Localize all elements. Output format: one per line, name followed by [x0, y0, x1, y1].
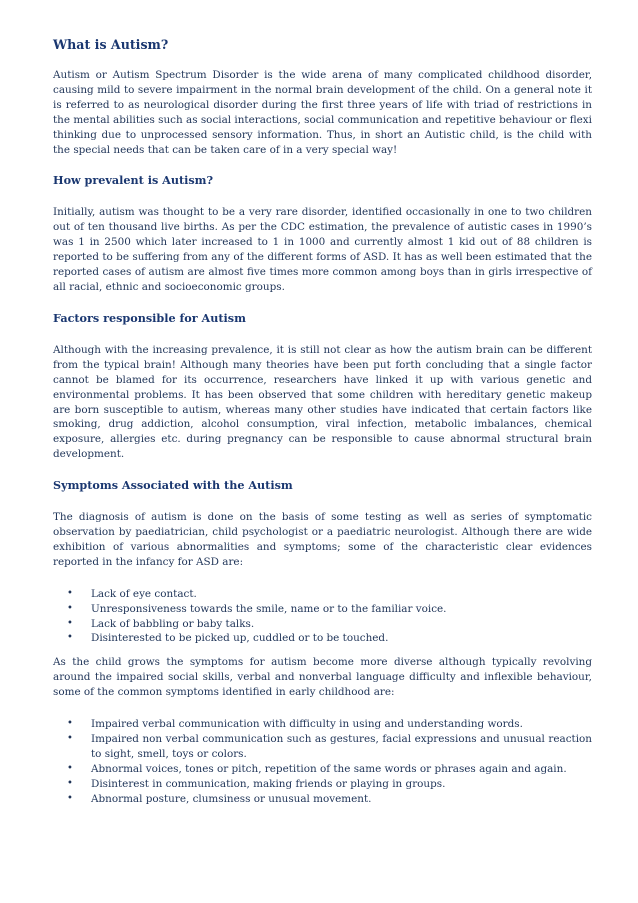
bullet-icon: •: [67, 762, 73, 774]
bullet-icon: •: [67, 718, 73, 730]
list-item: [53, 792, 592, 807]
childhood-symptom-list: [53, 717, 592, 806]
heading-factors: Factors responsible for Autism: [53, 310, 246, 325]
list-item: [53, 617, 592, 632]
list-item-text: Disinterested to be picked up, cuddled or to be touched.: [91, 632, 389, 645]
infancy-symptom-list: [53, 587, 592, 647]
bullet-icon: •: [67, 792, 73, 804]
list-item: [53, 732, 592, 762]
list-item-text: Lack of eye contact.: [91, 587, 197, 600]
bullet-icon: •: [67, 777, 73, 789]
paragraph-what-is-autism: Autism or Autism Spectrum Disorder is the wide arena of many complicated childhood disorder, causing mild to severe impairment in the normal brain development of the child. On a general note it is referred to as neurological disorder during the first three years of life with triad of restrictions in the mental abilities such as social interactions, social communication and repetitive behaviour or flexi thinking due to unprocessed sensory information. Thus, in short an Autistic child, is the child with the special needs that can be taken care of in a very special way!: [53, 69, 592, 156]
list-item-text: Abnormal voices, tones or pitch, repetition of the same words or phrases again and again.: [91, 762, 567, 775]
paragraph-symptoms-childhood: As the child grows the symptoms for autism become more diverse although typically revolving around the impaired social skills, verbal and nonverbal language difficulty and inflexible behaviour, some of the common symptoms identified in early childhood are:: [53, 656, 592, 699]
heading-symptoms: Symptoms Associated with the Autism: [53, 478, 293, 493]
list-item-text: Impaired non verbal communication such as gestures, facial expressions and unusual reaction to sight, smell, toys or colors.: [91, 733, 592, 760]
bullet-icon: •: [67, 632, 73, 644]
list-item: [53, 717, 592, 732]
bullet-icon: •: [67, 733, 73, 744]
list-item: [53, 587, 592, 602]
heading-prevalence: How prevalent is Autism?: [53, 173, 214, 188]
list-item: [53, 631, 592, 646]
list-item-text: Disinterest in communication, making friends or playing in groups.: [91, 777, 446, 790]
bullet-icon: •: [67, 587, 73, 599]
bullet-icon: •: [67, 617, 73, 629]
paragraph-factors: Although with the increasing prevalence, it is still not clear as how the autism brain can be different from the typical brain! Although many theories have been put forth concluding that a single factor cannot be blamed for its occurrence, researchers have linked it up with various genetic and environmental problems. It has been observed that some children with hereditary genetic makeup are born susceptible to autism, whereas many other studies have indicated that certain factors like smoking, drug addiction, alcohol consumption, viral infection, metabolic imbalances, chemical exposure, allergies etc. during pregnancy can be responsible to cause abnormal structural brain development.: [53, 343, 592, 461]
paragraph-symptoms-intro: The diagnosis of autism is done on the basis of some testing as well as series of symptomatic observation by paediatrician, child psychologist or a paediatric neurologist. Although there are wide exhibition of various abnormalities and symptoms; some of the characteristic clear evidences reported in the infancy for ASD are:: [53, 511, 592, 568]
bullet-icon: •: [67, 602, 73, 614]
list-item-text: Lack of babbling or baby talks.: [91, 617, 255, 630]
list-item-text: Unresponsiveness towards the smile, name or to the familiar voice.: [91, 602, 447, 615]
paragraph-prevalence: Initially, autism was thought to be a very rare disorder, identified occasionally in one to two children out of ten thousand live births. As per the CDC estimation, the prevalence of autistic cases in 1990’s was 1 in 2500 which later increased to 1 in 1000 and currently almost 1 kid out of 88 children is reported to be suffering from any of the different forms of ASD. It has as well been estimated that the reported cases of autism are almost five times more common among boys than in girls irrespective of all racial, ethnic and socioeconomic groups.: [53, 206, 592, 293]
list-item: [53, 777, 592, 792]
list-item-text: Abnormal posture, clumsiness or unusual movement.: [91, 792, 372, 805]
list-item: [53, 602, 592, 617]
list-item-text: Impaired verbal communication with difficulty in using and understanding words.: [91, 718, 523, 731]
heading-what-is-autism: What is Autism?: [53, 37, 169, 52]
list-item: [53, 762, 592, 777]
